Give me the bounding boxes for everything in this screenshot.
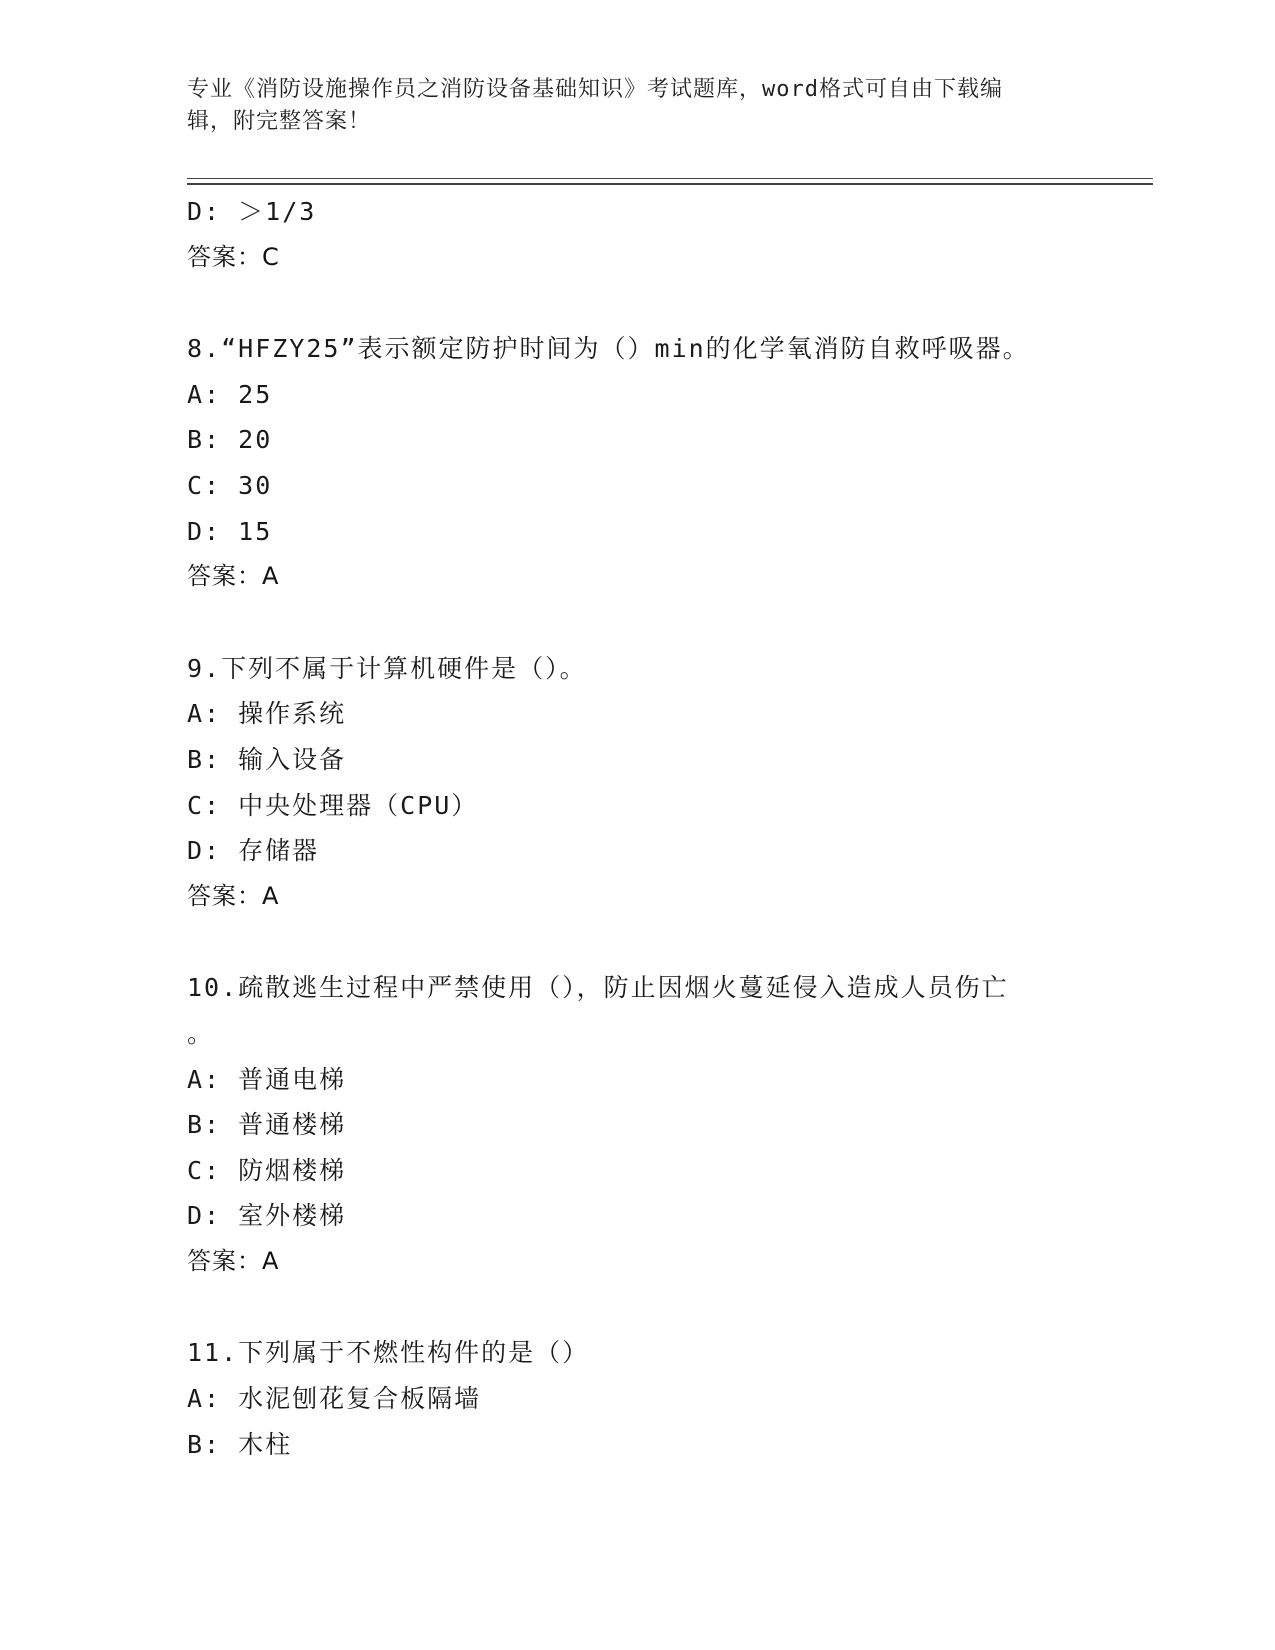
option-a: A: 操作系统 (187, 699, 347, 729)
option-a: A: 水泥刨花复合板隔墙 (187, 1384, 482, 1414)
answer-line: 答案：A (187, 881, 280, 910)
option-c: C: 中央处理器（CPU） (187, 790, 479, 820)
option-d: D: 15 (187, 516, 273, 546)
question-9 (187, 646, 1087, 920)
question-7-fragment (187, 189, 1087, 280)
header-line-2: 辑，附完整答案！ (187, 109, 372, 134)
option-d: D: ＞1/3 (187, 197, 317, 226)
option-d: D: 存储器 (187, 836, 320, 866)
question-stem: 8.“HFZY25”表示额定防护时间为（）min的化学氧消防自救呼吸器。 (187, 334, 1030, 364)
question-stem: 10.疏散逃生过程中严禁使用（），防止因烟火蔓延侵入造成人员伤亡 (187, 973, 1009, 1003)
header-divider-thick (187, 183, 1153, 185)
spacer (187, 600, 1087, 646)
question-stem-tail: 。 (187, 1018, 215, 1048)
option-c: C: 防烟楼梯 (187, 1155, 347, 1185)
option-b: B: 20 (187, 425, 273, 455)
header-line-1: 专业《消防设施操作员之消防设备基础知识》考试题库，word格式可自由下载编 (187, 77, 1003, 102)
option-b: B: 木柱 (187, 1429, 293, 1459)
question-list (187, 189, 1087, 1467)
option-c: C: 30 (187, 470, 273, 500)
question-10 (187, 965, 1087, 1284)
answer-line: 答案：A (187, 1246, 280, 1275)
option-b: B: 普通楼梯 (187, 1110, 347, 1140)
question-11 (187, 1330, 1087, 1467)
document-header (187, 74, 1067, 138)
answer-line: 答案：A (187, 562, 280, 591)
option-a: A: 普通电梯 (187, 1064, 347, 1094)
header-divider-thin (187, 178, 1153, 179)
question-8 (187, 326, 1087, 600)
spacer (187, 1284, 1087, 1330)
option-b: B: 输入设备 (187, 744, 347, 774)
spacer (187, 280, 1087, 326)
question-stem: 9.下列不属于计算机硬件是（）。 (187, 653, 587, 683)
answer-line: 答案：C (187, 242, 280, 271)
option-a: A: 25 (187, 379, 273, 409)
question-stem: 11.下列属于不燃性构件的是（） (187, 1338, 590, 1368)
spacer (187, 919, 1087, 965)
option-d: D: 室外楼梯 (187, 1201, 347, 1231)
